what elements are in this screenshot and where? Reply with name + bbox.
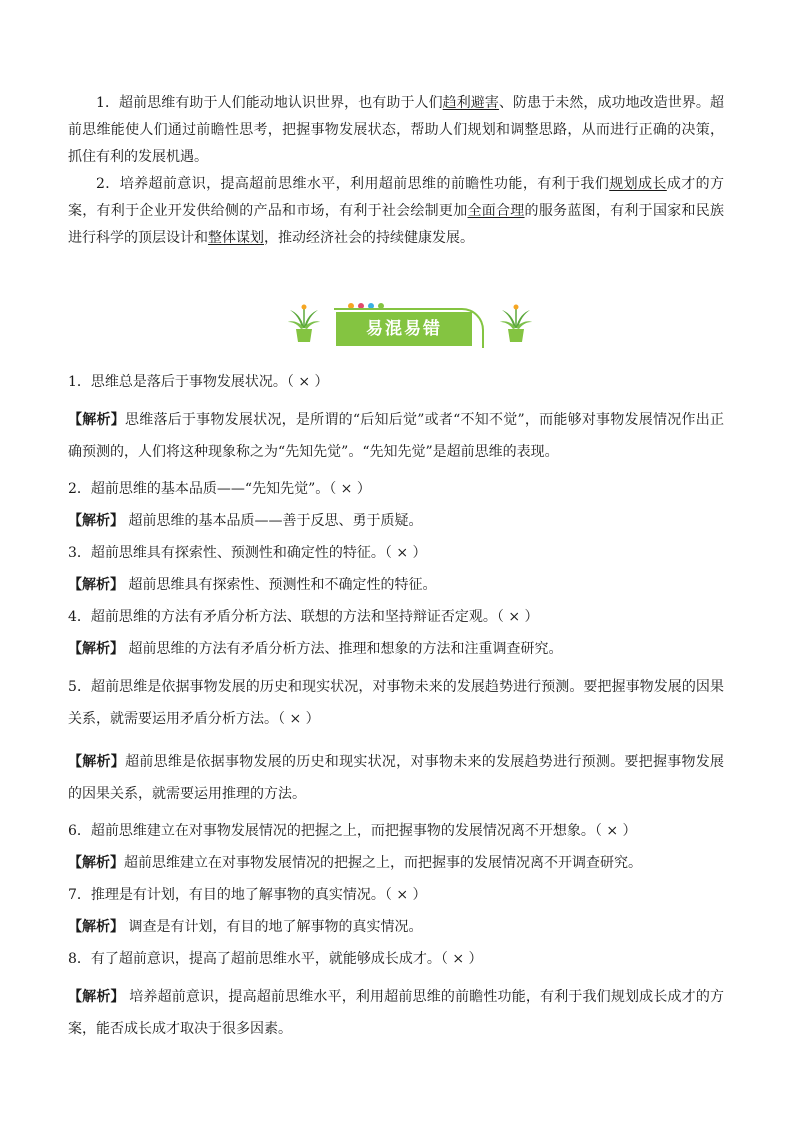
potted-plant-icon (498, 304, 534, 344)
question: 7．推理是有计划，有目的地了解事物的真实情况。（ × ） (68, 887, 427, 903)
qa-list (68, 372, 724, 1056)
explanation-text: 调查是有计划，有目的地了解事物的真实情况。 (124, 919, 423, 935)
underlined-term: 全面合理 (467, 203, 525, 219)
explanation-label: 【解析】 (68, 989, 125, 1005)
potted-plant-icon (286, 304, 322, 344)
answer-explanation (68, 575, 724, 596)
underlined-term: 规划成长 (609, 176, 667, 192)
section-banner (286, 298, 532, 354)
answer-explanation (68, 404, 724, 468)
answer-explanation (68, 981, 724, 1045)
intro-text: 的服务蓝图，有利于国家和民族进行科学的顶层设计和 (68, 203, 725, 246)
explanation-label: 【解析】 (68, 513, 124, 529)
explanation-label: 【解析】 (68, 412, 125, 428)
underlined-term: 整体谋划 (208, 230, 264, 246)
intro-section (68, 90, 724, 252)
explanation-label: 【解析】 (68, 577, 124, 593)
explanation-text: 超前思维是依据事物发展的历史和现实状况，对事物未来的发展趋势进行预测。要把握事物发展的因果关系，就需要运用推理的方法。 (68, 754, 725, 802)
underlined-term: 趋利避害 (442, 95, 499, 111)
intro-text: 、防患于未然，成功地改造世界。超前思维能使人们通过前瞻性思考，把握事物发展状态，帮助人们规划和调整思路，从而进行正确的决策，抓住有利的发展机遇。 (68, 95, 725, 165)
section-title: 易混易错 (366, 319, 442, 339)
question: 3．超前思维具有探索性、预测性和确定性的特征。（ × ） (68, 545, 427, 561)
question: 4．超前思维的方法有矛盾分析方法、联想的方法和坚持辩证否定观。（ × ） (68, 609, 539, 625)
explanation-text: 培养超前意识，提高超前思维水平，利用超前思维的前瞻性功能，有利于我们规划成长成才的方案，能否成长成才取决于很多因素。 (68, 989, 724, 1037)
explanation-text: 超前思维具有探索性、预测性和不确定性的特征。 (124, 577, 437, 593)
intro-text: 成才的方案，有利于企业开发供给侧的产品和市场，有利于社会绘制更加 (68, 176, 725, 219)
question: 6．超前思维建立在对事物发展情况的把握之上，而把握事物的发展情况离不开想象。（ × ） (68, 823, 637, 839)
question: 1．思维总是落后于事物发展状况。（ × ） (68, 374, 329, 390)
explanation-text: 超前思维的基本品质——善于反思、勇于质疑。 (124, 513, 423, 529)
intro-text: ，推动经济社会的持续健康发展。 (264, 230, 474, 246)
answer-explanation (68, 917, 724, 938)
intro-text: 2．培养超前意识，提高超前思维水平，利用超前思维的前瞻性功能，有利于我们 (96, 176, 610, 192)
explanation-label: 【解析】 (68, 855, 124, 871)
explanation-label: 【解析】 (68, 641, 124, 657)
explanation-text: 思维落后于事物发展状况，是所谓的“后知后觉”或者“不知不觉”，而能够对事物发展情况作出正确预测的，人们将这种现象称之为“先知先觉”。“先知先觉”是超前思维的表现。 (68, 412, 724, 460)
intro-paragraph-1 (68, 90, 724, 171)
question: 8．有了超前意识，提高了超前思维水平，就能够成长成才。（ × ） (68, 951, 483, 967)
answer-explanation (68, 746, 724, 810)
explanation-label: 【解析】 (68, 919, 124, 935)
explanation-text: 超前思维建立在对事物发展情况的把握之上，而把握事的发展情况离不开调查研究。 (124, 855, 642, 871)
answer-explanation (68, 511, 724, 532)
explanation-label: 【解析】 (68, 754, 126, 770)
intro-text: 1．超前思维有助于人们能动地认识世界，也有助于人们 (96, 95, 443, 111)
question: 2．超前思维的基本品质——“先知先觉”。（ × ） (68, 481, 371, 497)
question: 5．超前思维是依据事物发展的历史和现实状况，对事物未来的发展趋势进行预测。要把握事物发展的因果关系，就需要运用矛盾分析方法。（ × ） (68, 679, 724, 727)
intro-paragraph-2 (68, 171, 724, 252)
answer-explanation (68, 853, 724, 874)
answer-explanation (68, 639, 724, 660)
explanation-text: 超前思维的方法有矛盾分析方法、推理和想象的方法和注重调查研究。 (124, 641, 563, 657)
